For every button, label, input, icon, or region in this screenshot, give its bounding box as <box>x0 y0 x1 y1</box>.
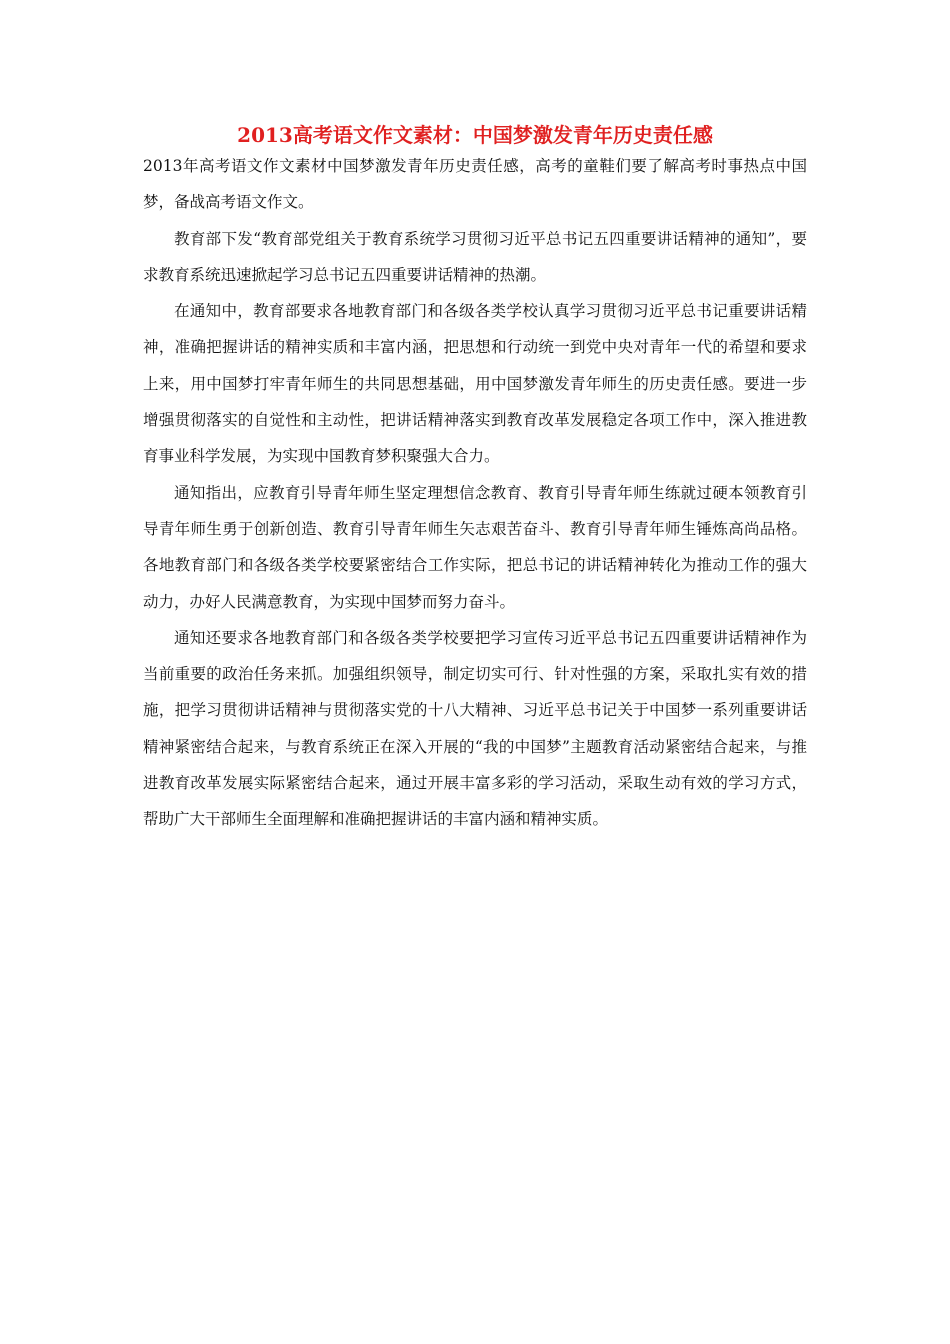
paragraph-notice: 教育部下发“教育部党组关于教育系统学习贯彻习近平总书记五四重要讲话精神的通知”，要求教育系统迅速掀起学习总书记五四重要讲话精神的热潮。 <box>143 229 807 284</box>
paragraph-guidance: 通知指出，应教育引导青年师生坚定理想信念教育、教育引导青年师生练就过硬本领教育引导青年师生勇于创新创造、教育引导青年师生矢志艰苦奋斗、教育引导青年师生锤炼高尚品格。各地教育部门和各级各类学校要紧密结合工作实际，把总书记的讲话精神转化为推动工作的强大动力，办好人民满意教育，为实现中国梦而努力奋斗。 <box>143 483 807 611</box>
document-title: 2013高考语文作文素材：中国梦激发青年历史责任感 <box>237 123 713 147</box>
paragraph-requirements: 在通知中，教育部要求各地教育部门和各级各类学校认真学习贯彻习近平总书记重要讲话精神，准确把握讲话的精神实质和丰富内涵，把思想和行动统一到党中央对青年一代的希望和要求上来，用中国梦打牢青年师生的共同思想基础，用中国梦激发青年师生的历史责任感。要进一步增强贯彻落实的自觉性和主动性，把讲话精神落实到教育改革发展稳定各项工作中，深入推进教育事业科学发展，为实现中国教育梦积聚强大合力。 <box>143 302 807 466</box>
document-body <box>143 148 807 838</box>
paragraph-intro: 2013年高考语文作文素材中国梦激发青年历史责任感，高考的童鞋们要了解高考时事热点中国梦，备战高考语文作文。 <box>143 157 807 212</box>
paragraph-implementation: 通知还要求各地教育部门和各级各类学校要把学习宣传习近平总书记五四重要讲话精神作为当前重要的政治任务来抓。加强组织领导，制定切实可行、针对性强的方案，采取扎实有效的措施，把学习贯彻讲话精神与贯彻落实党的十八大精神、习近平总书记关于中国梦一系列重要讲话精神紧密结合起来，与教育系统正在深入开展的“我的中国梦”主题教育活动紧密结合起来，与推进教育改革发展实际紧密结合起来，通过开展丰富多彩的学习活动，采取生动有效的学习方式，帮助广大干部师生全面理解和准确把握讲话的丰富内涵和精神实质。 <box>143 628 807 829</box>
